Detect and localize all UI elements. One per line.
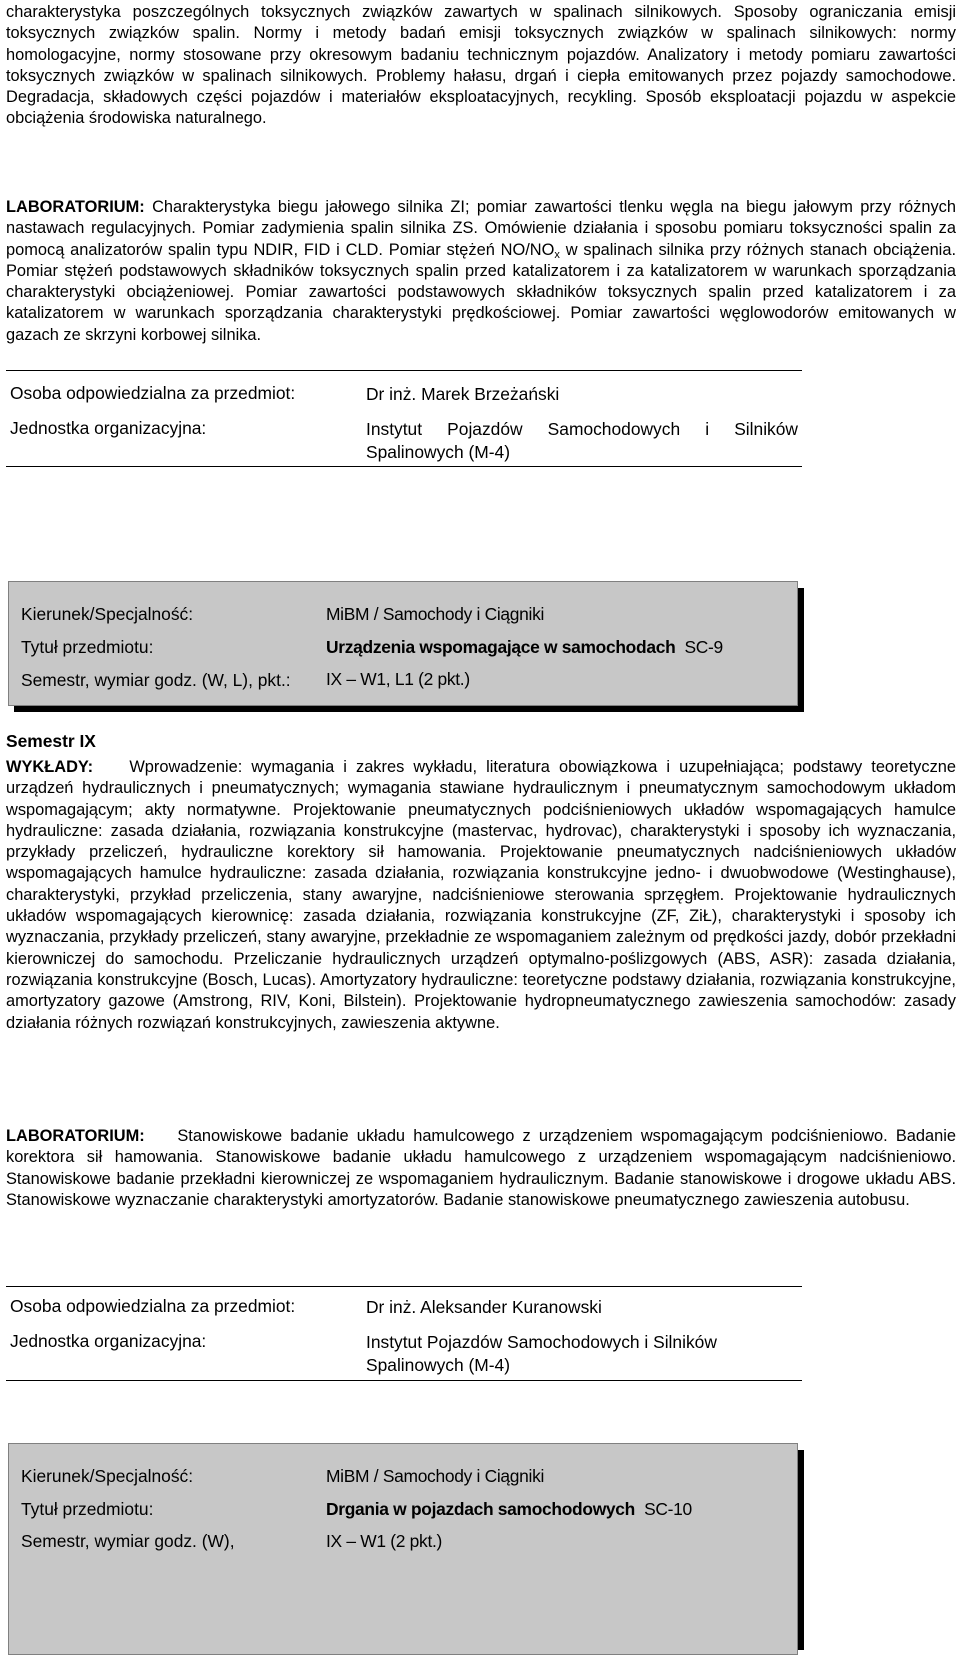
semester-label: Semestr, wymiar godz. (W),	[21, 1531, 235, 1551]
organizational-unit-label: Jednostka organizacyjna:	[10, 1331, 207, 1351]
field-of-study: MiBM / Samochody i Ciągniki	[326, 604, 545, 624]
course-code: SC-10	[644, 1499, 692, 1519]
sc9-lectures: WYKŁADY: Wprowadzenie: wymagania i zakres wykładu, literatura obowiązkowa i uzupełniająca; podstawy teoretyczne urządzeń hydraulicznych i pneumatycznych; wymagania stawiane hydraulicznym i pneumatycznym samochodowym układom wspomagającym; akty normatywne. Projektowanie pneumatycznych podciśnieniowych układów wspomagających hamulce hydrauliczne: zasada działania, rozwiązania konstrukcyjne (mastervac, hydrovac), charakterystyki i sposoby ich wyznaczania, przykłady przeliczeń, hydrauliczne korektory sił hamowania. Projektowanie pneumatycznych nadciśnieniowych układów wspomagających hamulce hydrauliczne: zasada działania, rozwiązania konstrukcyjne jedno- i dwuobwodowe (Westinghause), charakterystyki, przykład przeliczenia, stany awaryjne, nadciśnieniowe sterowania sprzęgłem. Projektowanie hydraulicznych układów wspomagających kierownicę: zasada działania, rozwiązania konstrukcyjne (ZF, ZiŁ), charakterystyki i sposoby ich wyznaczania, przykłady przeliczeń, stany awaryjne, przekładnie ze wspomaganiem zależnym od prędkości jazdy, dobór przekładni kierowniczej do samochodu. Przeliczanie hydraulicznych urządzeń optymalno-poślizgowych (ABS, ASR): zasada działania, rozwiązania konstrukcyjne (Bosch, Lucas). Amortyzatory hydrauliczne: teoretyczne podstawy działania, rozwiązania konstrukcyjne, amortyzatory gazowe (Amstrong, RIV, Koni, Bilstein). Projektowanie hydropneumatycznego zawieszenia samochodów: zasady działania różnych rozwiązań konstrukcyjnych, zawieszenia aktywne.	[6, 758, 956, 1032]
laboratory-label: LABORATORIUM:	[6, 1127, 145, 1145]
course-title-label: Tytuł przedmiotu:	[21, 637, 154, 657]
course-title	[326, 637, 723, 658]
divider-rule	[6, 1286, 802, 1287]
course-header-box-sc10	[8, 1443, 798, 1655]
organizational-unit-label: Jednostka organizacyjna:	[10, 418, 207, 438]
divider-rule	[6, 370, 802, 371]
course-name: Urządzenia wspomagające w samochodach	[326, 637, 676, 657]
field-of-study-label: Kierunek/Specjalność:	[21, 1466, 194, 1486]
course-title-label: Tytuł przedmiotu:	[21, 1499, 154, 1519]
field-of-study-label: Kierunek/Specjalność:	[21, 604, 194, 624]
organizational-unit: Instytut Pojazdów Samochodowych i Silników Spalinowych (M-4)	[366, 1332, 717, 1375]
course-code: SC-9	[684, 637, 723, 657]
organizational-unit: Instytut Pojazdów Samochodowych i Silników Spalinowych (M-4)	[366, 419, 798, 462]
laboratory-label: LABORATORIUM:	[6, 198, 145, 216]
semester-hours: IX – W1 (2 pkt.)	[326, 1531, 443, 1551]
course-header-box-sc9	[8, 581, 798, 706]
field-of-study: MiBM / Samochody i Ciągniki	[326, 1466, 545, 1486]
sc8-description: charakterystyka poszczególnych toksycznych związków zawartych w spalinach silnikowych. Sposoby ograniczania emisji toksycznych związków spalin. Normy i metody badań emisji toksycznych związków w spalinach silnikowych: normy homologacyjne, normy stosowane przy okresowym badaniu technicznym pojazdów. Analizatory i metody pomiaru zawartości toksycznych związków w spalinach silnikowych. Problemy hałasu, drgań i ciepła emitowanych przez pojazdy samochodowe. Degradacja, składowych części pojazdów i materiałów eksploatacyjnych, recykling. Sposób eksploatacji pojazdu w aspekcie obciążenia środowiska naturalnego.	[6, 3, 956, 128]
responsible-person: Dr inż. Aleksander Kuranowski	[366, 1297, 602, 1317]
sc9-laboratory: LABORATORIUM: Stanowiskowe badanie układu hamulcowego z urządzeniem wspomagającym podciśnieniowo. Badanie korektora sił hamowania. Stanowiskowe badanie układu hamulcowego z urządzeniem wspomagającym nadciśnieniowo. Stanowiskowe badanie przekładni kierowniczej ze wspomaganiem hydraulicznym. Badanie stanowiskowe i drogowe układu ABS. Stanowiskowe wyznaczanie charakterystyki amortyzatorów. Badanie stanowiskowe pneumatycznego zawieszenia autobusu.	[6, 1127, 956, 1209]
course-title	[326, 1499, 692, 1520]
divider-rule	[6, 1380, 802, 1381]
responsible-person-label: Osoba odpowiedzialna za przedmiot:	[10, 383, 296, 403]
semester-label: Semestr, wymiar godz. (W, L), pkt.:	[21, 670, 291, 690]
sc8-laboratory: LABORATORIUM: Charakterystyka biegu jałowego silnika ZI; pomiar zawartości tlenku węgla na biegu jałowym przy różnych nastawach regulacyjnych. Pomiar zadymienia spalin silnika ZS. Omówienie działania i sposobu pomiaru toksyczności spalin za pomocą analizatorów spalin typu NDIR, FID i CLD. Pomiar stężeń $NO/NO_x$ w spalinach silnika przy różnych stanach obciążenia. Pomiar stężeń podstawowych składników toksycznych spalin przed katalizatorem i za katalizatorem w warunkach sporządzania charakterystyki obciążeniowej. Pomiar zawartości podstawowych składników toksycznych spalin przed katalizatorem i za katalizatorem w warunkach sporządzania charakterystyki prędkościowej. Pomiar zawartości węglowodorów emitowanych w gazach ze skrzyni korbowej silnika.	[6, 198, 956, 344]
lectures-label: WYKŁADY:	[6, 758, 94, 776]
responsible-person-label: Osoba odpowiedzialna za przedmiot:	[10, 1296, 296, 1316]
semester-heading: Semestr IX	[6, 731, 96, 751]
course-name: Drgania w pojazdach samochodowych	[326, 1499, 635, 1519]
semester-hours: IX – W1, L1 (2 pkt.)	[326, 669, 470, 689]
semester-label-clip	[21, 669, 321, 702]
divider-rule	[6, 466, 802, 467]
responsible-person: Dr inż. Marek Brzeżański	[366, 384, 560, 404]
